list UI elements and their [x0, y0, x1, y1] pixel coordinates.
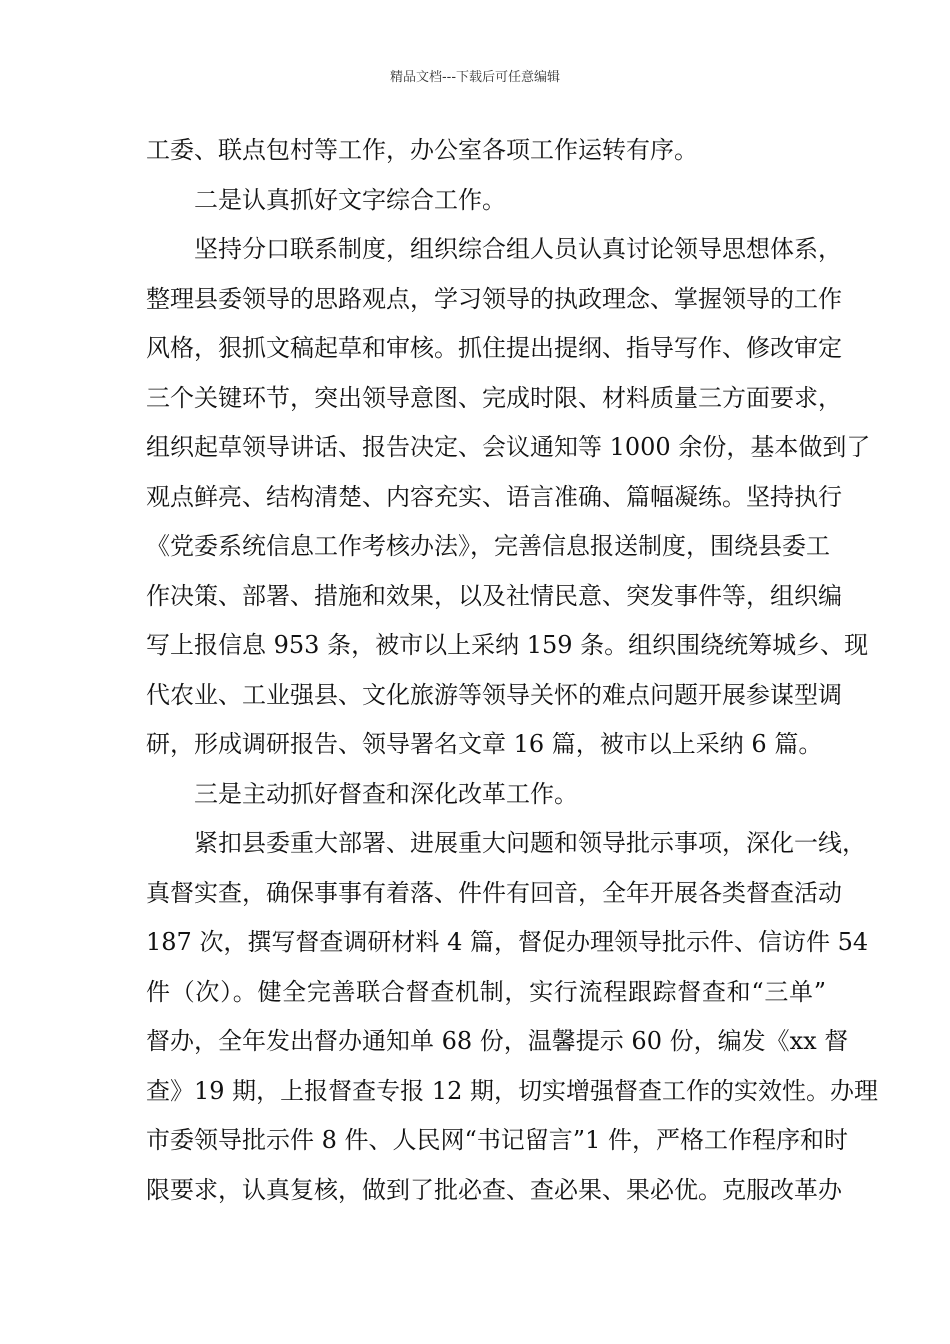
document-body — [146, 126, 878, 1215]
text-line: 整理县委领导的思路观点，学习领导的执政理念、掌握领导的工作 — [146, 284, 842, 313]
text-line: 二是认真抓好文字综合工作。 — [194, 185, 506, 214]
text-line: 作决策、部署、措施和效果，以及社情民意、突发事件等，组织编 — [146, 581, 842, 610]
text-line: 187 次，撰写督查调研材料 4 篇，督促办理领导批示件、信访件 54 — [146, 928, 869, 956]
text-line: 坚持分口联系制度，组织综合组人员认真讨论领导思想体系， — [194, 235, 842, 263]
text-line: 研，形成调研报告、领导署名文章 16 篇，被市以上采纳 6 篇。 — [146, 730, 823, 758]
text-line: 三个关键环节，突出领导意图、完成时限、材料质量三方面要求， — [146, 383, 842, 412]
page-header: 精品文档---下载后可任意编辑 — [389, 70, 561, 85]
text-line: 三是主动抓好督查和深化改革工作。 — [194, 779, 578, 808]
text-line: 风格，狠抓文稿起草和审核。抓住提出提纲、指导写作、修改审定 — [146, 334, 842, 362]
text-line: 组织起草领导讲话、报告决定、会议通知等 1000 余份，基本做到了 — [146, 433, 871, 461]
text-line: 限要求，认真复核，做到了批必查、查必果、果必优。克服改革办 — [146, 1175, 842, 1204]
text-line: 工委、联点包村等工作，办公室各项工作运转有序。 — [146, 136, 698, 164]
text-line: 《党委系统信息工作考核办法》，完善信息报送制度，围绕县委工 — [146, 532, 830, 560]
text-line: 代农业、工业强县、文化旅游等领导关怀的难点问题开展参谋型调 — [146, 680, 842, 709]
text-line: 观点鲜亮、结构清楚、内容充实、语言准确、篇幅凝练。坚持执行 — [146, 482, 842, 511]
text-line: 市委领导批示件 8 件、人民网“书记留言”1 件，严格工作程序和时 — [146, 1126, 848, 1154]
text-line: 查》19 期，上报督查专报 12 期，切实增强督查工作的实效性。办理 — [146, 1076, 878, 1105]
text-line: 件（次）。健全完善联合督查机制，实行流程跟踪督查和“三单” — [146, 977, 826, 1006]
text-line: 紧扣县委重大部署、进展重大问题和领导批示事项，深化一线， — [194, 829, 866, 857]
text-line: 真督实查，确保事事有着落、件件有回音，全年开展各类督查活动 — [146, 878, 842, 907]
text-line: 写上报信息 953 条，被市以上采纳 159 条。组织围绕统筹城乡、现 — [146, 631, 869, 659]
text-line: 督办，全年发出督办通知单 68 份，温馨提示 60 份，编发《xx 督 — [146, 1027, 849, 1055]
